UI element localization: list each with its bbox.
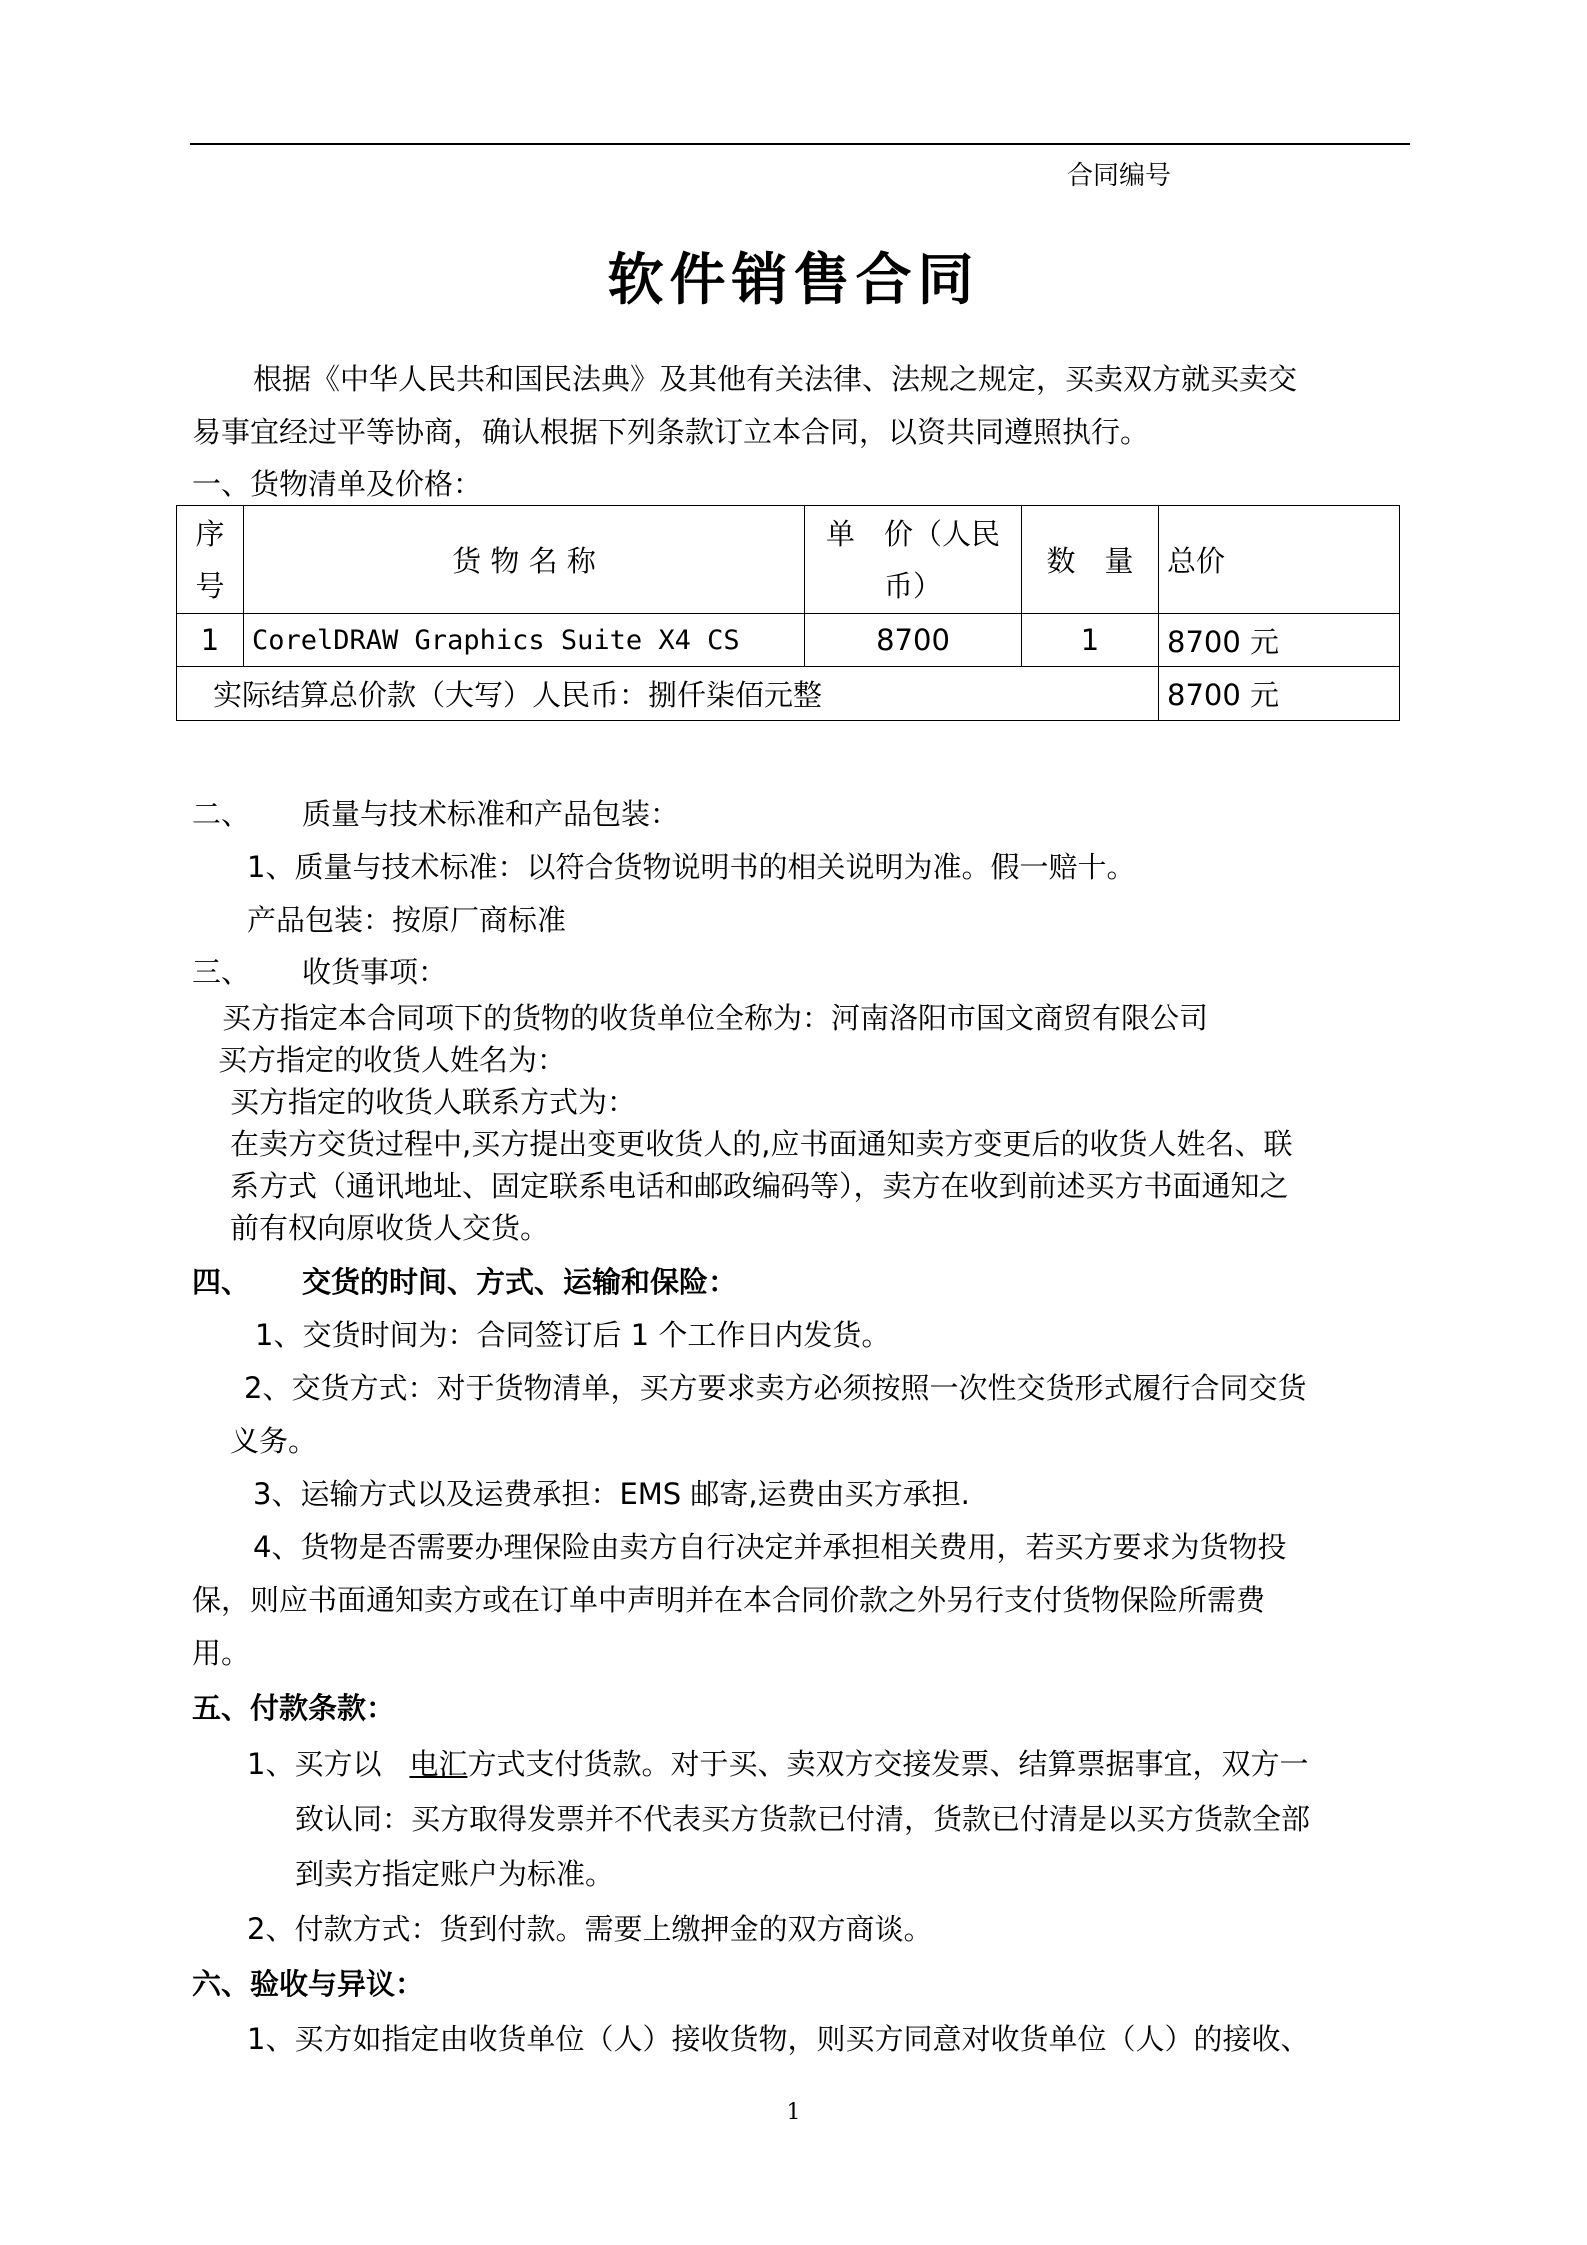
section5-item1-line2: 致认同：买方取得发票并不代表买方货款已付清，货款已付清是以买方货款全部: [295, 1802, 1311, 1836]
goods-table: [176, 505, 1400, 721]
document-title: 软件销售合同: [607, 248, 980, 313]
header-serial-line2: 号: [195, 568, 225, 603]
goods-table-header-row: [177, 506, 1400, 614]
header-serial: [177, 506, 244, 614]
section6-heading: 六、验收与异议：: [192, 1967, 425, 2001]
cell-name: CorelDRAW Graphics Suite X4 CS: [244, 614, 805, 667]
header-name: 货 物 名 称: [244, 506, 805, 614]
section5-item1-pre: 1、买方以: [247, 1747, 382, 1781]
section5-heading: 五、付款条款：: [192, 1691, 396, 1725]
section4-item4-line1: 4、货物是否需要办理保险由卖方自行决定并承担相关费用，若买方要求为货物投: [253, 1530, 1287, 1564]
header-price-line2: 币）: [883, 568, 942, 603]
section4-item1: 1、交货时间为：合同签订后 1 个工作日内发货。: [255, 1318, 891, 1352]
section4-item4-line3: 用。: [192, 1636, 251, 1670]
section4-item2-line1: 2、交货方式：对于货物清单，买方要求卖方必须按照一次性交货形式履行合同交货: [244, 1371, 1307, 1405]
section3-line4: 在卖方交货过程中,买方提出变更收货人的,应书面通知卖方变更后的收货人姓名、联: [230, 1127, 1293, 1161]
intro-line-2: 易事宜经过平等协商，确认根据下列条款订立本合同，以资共同遵照执行。: [192, 415, 1150, 449]
page-number: 1: [786, 2100, 801, 2125]
section5-item1-line1: [247, 1742, 1308, 1783]
section4-item4-line2: 保，则应书面通知卖方或在订单中声明并在本合同价款之外另行支付货物保险所需费: [192, 1583, 1266, 1617]
table-sum-row: [177, 667, 1400, 721]
section3-line3: 买方指定的收货人联系方式为：: [230, 1085, 637, 1119]
header-rule: [190, 143, 1410, 145]
section4-item3: 3、运输方式以及运费承担：EMS 邮寄,运费由买方承担.: [253, 1477, 970, 1511]
section2-item2: 产品包装：按原厂商标准: [247, 903, 567, 937]
header-price-line1: 单 价（人民: [825, 516, 1000, 551]
contract-number-label: 合同编号: [1067, 161, 1172, 191]
header-price: [805, 506, 1022, 614]
section3-line2: 买方指定的收货人姓名为：: [218, 1043, 567, 1077]
header-qty: 数 量: [1022, 506, 1159, 614]
section5-item1-post: 方式支付货款。对于买、卖双方交接发票、结算票据事宜，双方一: [467, 1747, 1309, 1781]
section5-item2: 2、付款方式：货到付款。需要上缴押金的双方商谈。: [247, 1912, 933, 1946]
header-total: 总价: [1159, 506, 1400, 614]
section3-line6: 前有权向原收货人交货。: [230, 1211, 550, 1245]
section4-heading-num: 四、: [192, 1265, 251, 1299]
section3-heading: 收货事项：: [302, 955, 448, 989]
section1-heading: 一、货物清单及价格：: [192, 467, 483, 501]
section3-heading-num: 三、: [192, 955, 251, 989]
cell-price: 8700: [805, 614, 1022, 667]
cell-serial: 1: [177, 614, 244, 667]
section4-heading: 交货的时间、方式、运输和保险：: [302, 1265, 738, 1299]
section2-item1: 1、质量与技术标准：以符合货物说明书的相关说明为准。假一赔十。: [247, 850, 1136, 884]
intro-line-1: 根据《中华人民共和国民法典》及其他有关法律、法规之规定，买卖双方就买卖交: [253, 362, 1298, 396]
section2-heading-num: 二、: [192, 797, 251, 831]
section3-line1: 买方指定本合同项下的货物的收货单位全称为：河南洛阳市国文商贸有限公司: [222, 1001, 1209, 1035]
section5-item1-line3: 到卖方指定账户为标准。: [295, 1857, 615, 1891]
section2-heading: 质量与技术标准和产品包装：: [302, 797, 680, 831]
sum-value: 8700 元: [1159, 667, 1400, 721]
cell-qty: 1: [1022, 614, 1159, 667]
sum-label: 实际结算总价款（大写）人民币：捌仟柒佰元整: [177, 667, 1159, 721]
cell-total: 8700 元: [1159, 614, 1400, 667]
table-row: [177, 614, 1400, 667]
section6-item1: 1、买方如指定由收货单位（人）接收货物，则买方同意对收货单位（人）的接收、: [247, 2022, 1310, 2056]
header-serial-line1: 序: [195, 516, 225, 551]
payment-method-value: 电汇: [409, 1747, 468, 1781]
section4-item2-line2: 义务。: [230, 1424, 318, 1458]
section3-line5: 系方式（通讯地址、固定联系电话和邮政编码等），卖方在收到前述买方书面通知之: [230, 1169, 1289, 1203]
